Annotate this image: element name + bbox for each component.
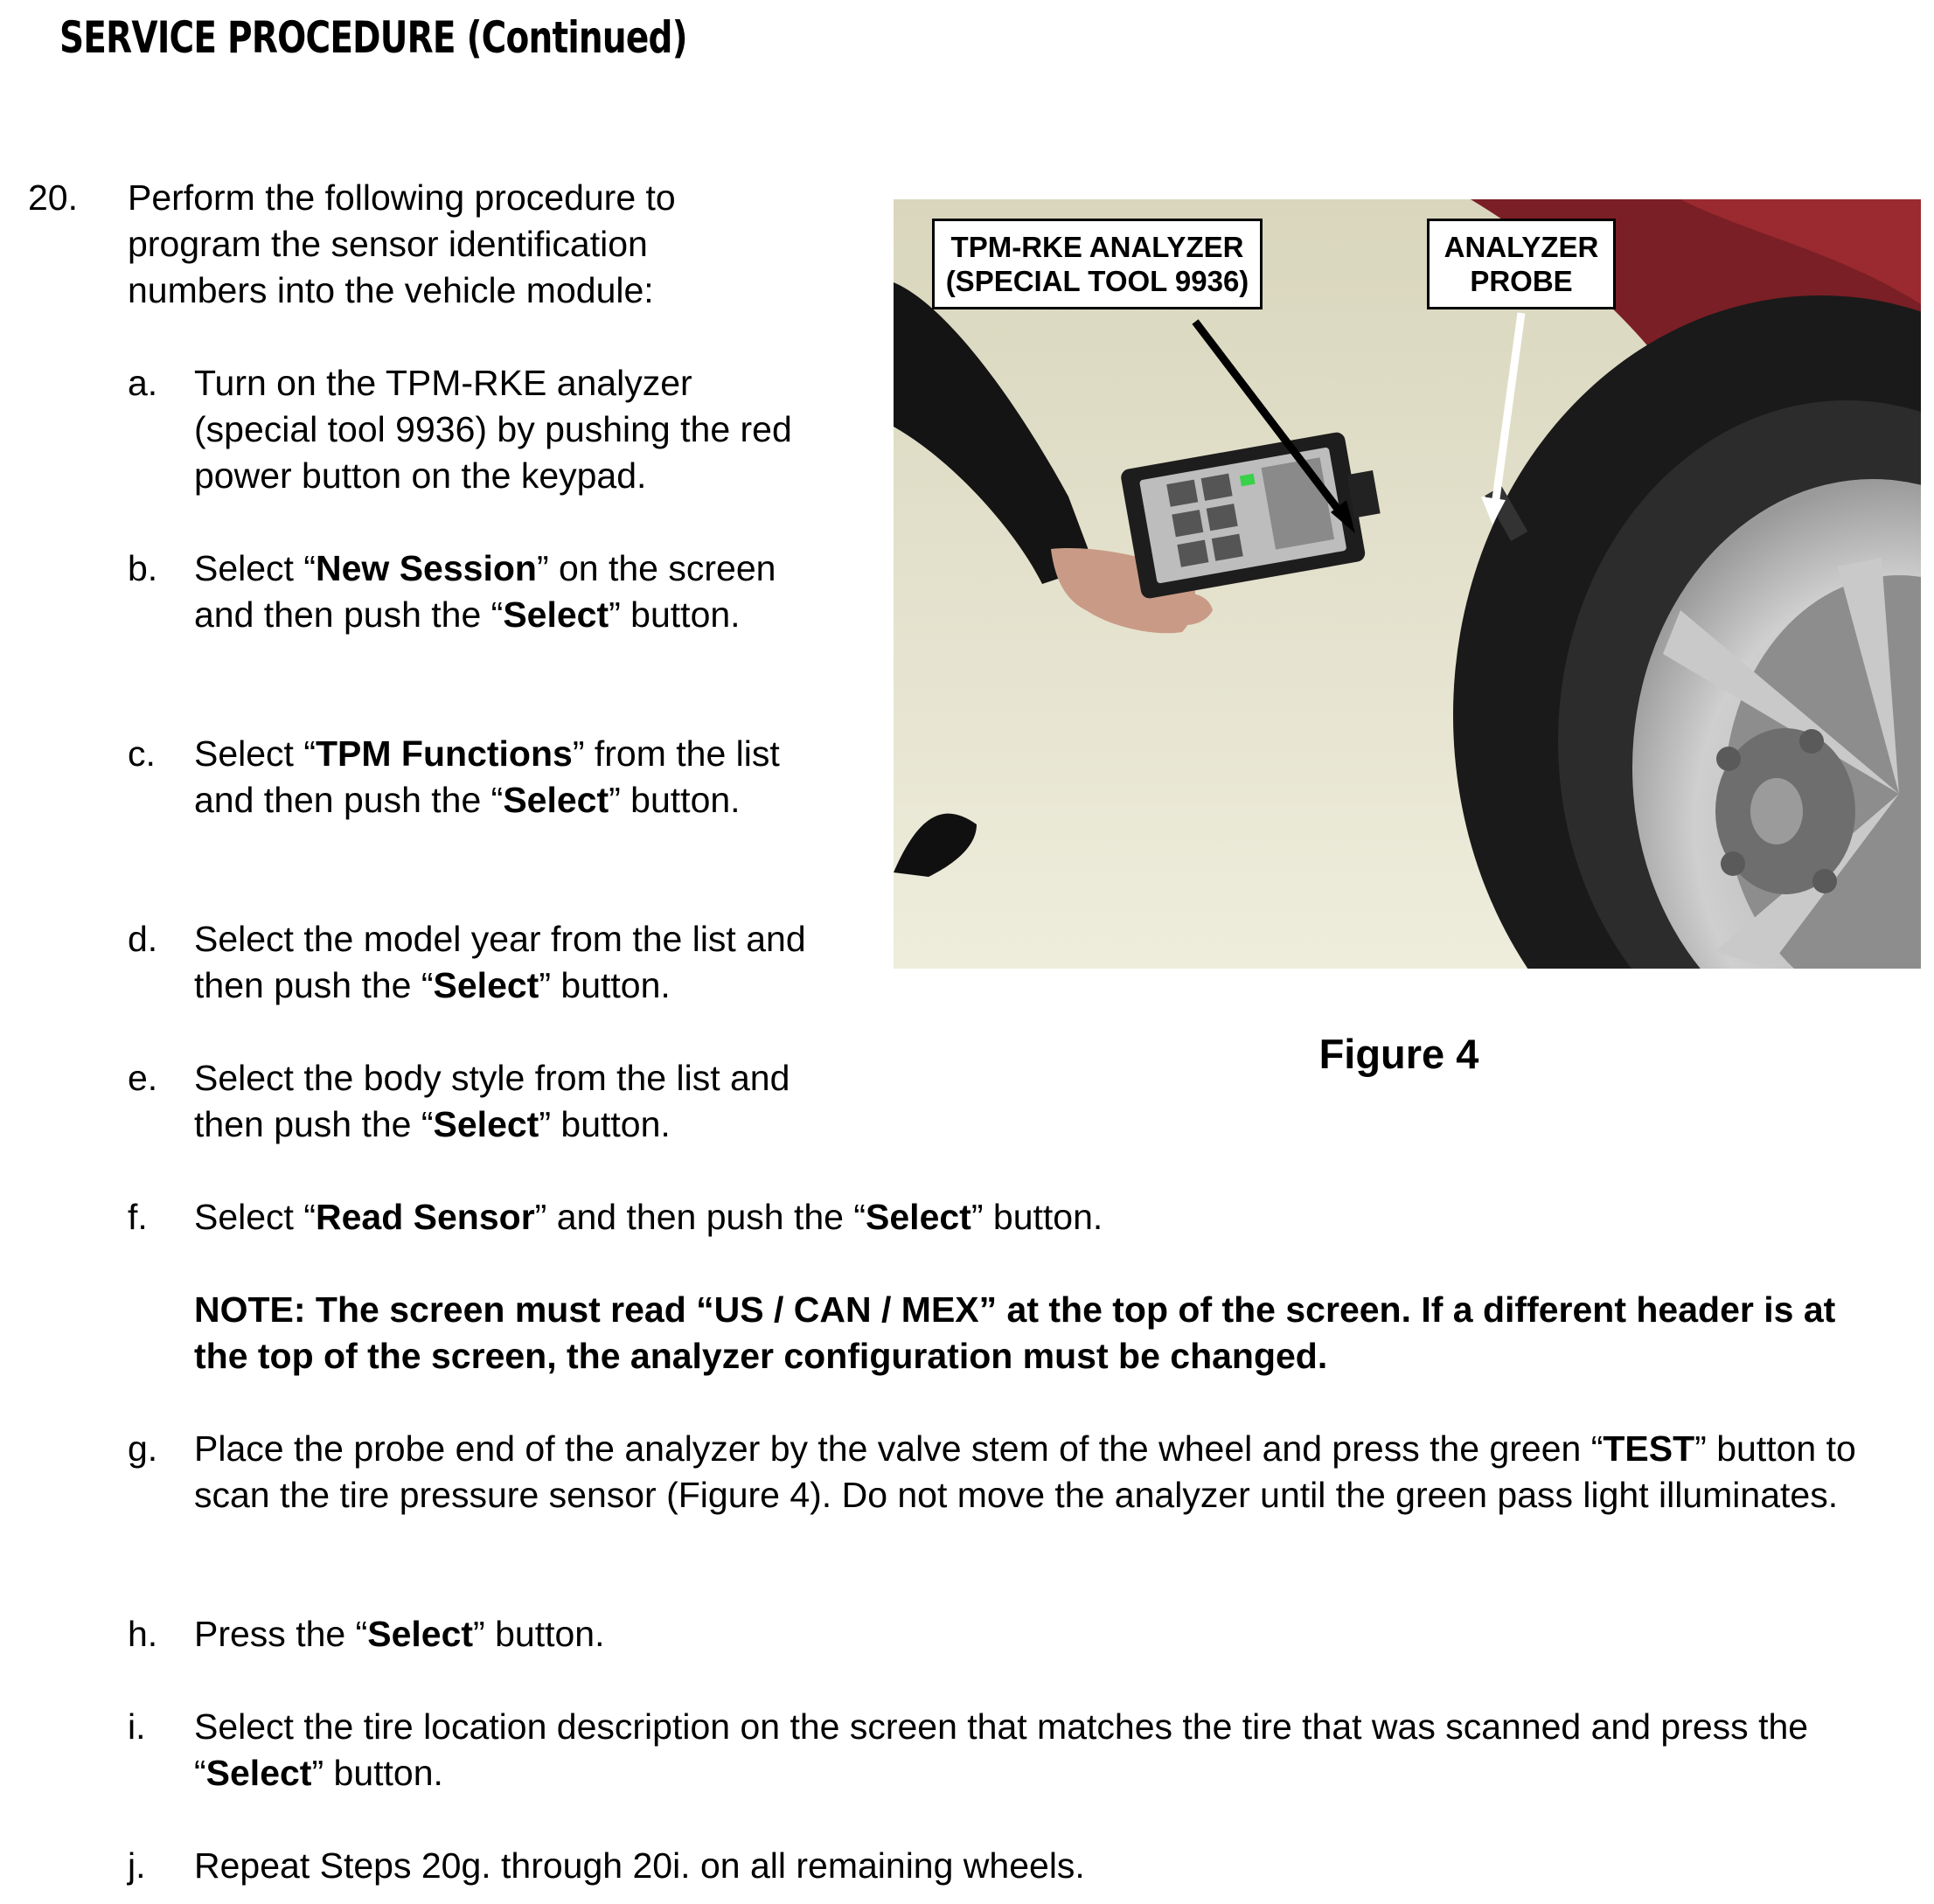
substep-label-f: f. [128, 1197, 148, 1237]
substep-text-i: Select the tire location description on the screen that matches the tire that was scanned and press the “Select” button. [194, 1706, 1809, 1793]
callout-analyzer: TPM-RKE ANALYZER (SPECIAL TOOL 9936) [932, 219, 1263, 309]
substep-text-a: Turn on the TPM-RKE analyzer (special tool 9936) by pushing the red power button on the keypad. [194, 363, 792, 496]
substep-text-e: Select the body style from the list and then push the “Select” button. [194, 1058, 790, 1144]
substep-label-b: b. [128, 548, 158, 588]
substep-text-j: Repeat Steps 20g. through 20i. on all remaining wheels. [194, 1845, 1085, 1886]
substep-label-h: h. [128, 1614, 158, 1654]
substep-label-j: j. [128, 1845, 146, 1886]
substep-text-g: Place the probe end of the analyzer by the valve stem of the wheel and press the green “TEST” button to scan the tire pressure sensor (Figure 4). Do not move the analyzer until the green pass light illuminates. [194, 1428, 1856, 1515]
figure-illustration [894, 199, 1921, 969]
lug-nut [1716, 747, 1741, 771]
lug-nut [1799, 729, 1824, 754]
substep-label-g: g. [128, 1428, 158, 1469]
substep-text-b: Select “New Session” on the screen and then push the “Select” button. [194, 548, 776, 635]
hub-cap-logo [1750, 778, 1803, 844]
substep-label-a: a. [128, 363, 158, 403]
figure-caption: Figure 4 [1318, 1031, 1479, 1077]
figure-photo [894, 199, 1921, 969]
substep-label-d: d. [128, 919, 158, 959]
step-intro: Perform the following procedure to program the sensor identification numbers into the vehicle module: [128, 177, 676, 310]
substep-text-c: Select “TPM Functions” from the list and then push the “Select” button. [194, 733, 780, 820]
substep-label-i: i. [128, 1706, 146, 1747]
note-text: NOTE: The screen must read “US / CAN / MEX” at the top of the screen. If a different header is at the top of the screen, the analyzer configuration must be changed. [194, 1289, 1836, 1376]
substep-label-e: e. [128, 1058, 158, 1098]
substep-label-c: c. [128, 733, 156, 774]
lug-nut [1812, 869, 1837, 893]
substep-text-d: Select the model year from the list and then push the “Select” button. [194, 919, 806, 1005]
substep-text-h: Press the “Select” button. [194, 1614, 605, 1654]
substep-text-f: Select “Read Sensor” and then push the “Select” button. [194, 1197, 1103, 1237]
callout-probe: ANALYZER PROBE [1427, 219, 1616, 309]
step-number: 20. [28, 177, 78, 218]
lug-nut [1721, 851, 1745, 876]
page-title: SERVICE PROCEDURE (Continued) [59, 12, 687, 63]
